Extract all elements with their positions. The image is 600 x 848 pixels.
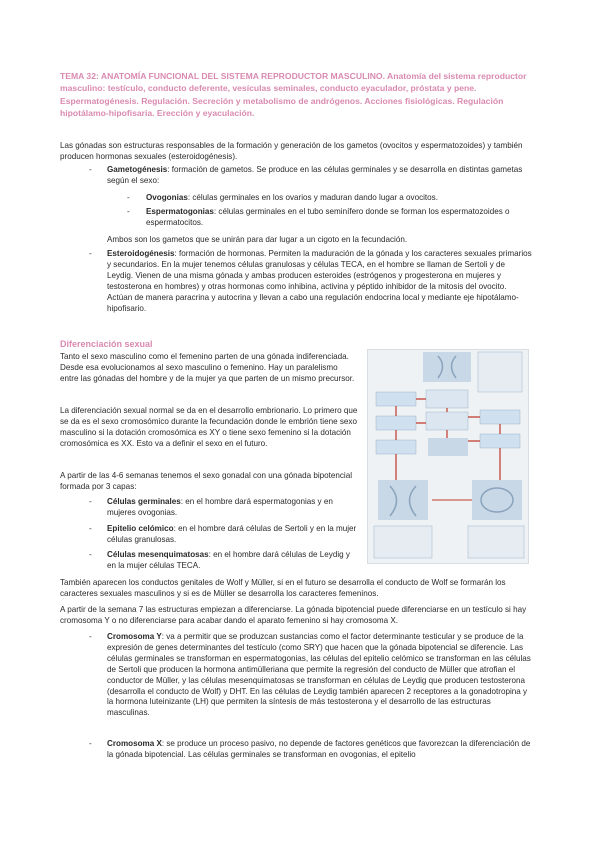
section-heading: Diferenciación sexual <box>60 339 153 349</box>
capa-item-germinales <box>107 497 359 519</box>
esteroidogenesis-item <box>107 249 532 314</box>
bullet-dash: - <box>89 497 92 506</box>
capa-text: : en el hombre dará células de Leydig y en la mujer células TECA. <box>107 550 350 570</box>
bullet-dash: - <box>89 550 92 559</box>
esteroidogenesis-term: Esteroidogénesis <box>107 249 175 258</box>
bullet-dash: - <box>127 207 130 216</box>
cromosoma-y-term: Cromosoma Y <box>107 632 162 641</box>
bullet-dash: - <box>89 524 92 533</box>
intro-paragraph: Las gónadas son estructuras responsables de la formación y generación de los gametos (ovocitos y espermatozoides) y también producen hormonas sexuales (esteroidogénesis). <box>60 141 523 161</box>
testis-image <box>378 480 428 520</box>
espermatogonias-term: Espermatogonias <box>146 207 214 216</box>
cromosoma-x-term: Cromosoma X <box>107 739 162 748</box>
diferenciacion-paragraph-5: A partir de la semana 7 las estructuras empiezan a diferenciarse. La gónada bipotencial puede diferenciarse en un testículo si hay cromosoma Y o no diferenciarse para acabar dando el aparato femenino si hay cromosoma X. <box>60 605 527 625</box>
gametogenesis-text: : formación de gametos. Se produce en las células germinales y se desarrolla en distintas gametas según el sexo: <box>107 165 523 185</box>
bullet-dash: - <box>89 249 92 258</box>
cromosoma-y-text: : va a permitir que se produzcan sustancias como el factor determinante testicular y se produce de la expresión de genes determinantes del testículo (como SRY) que hacen que la gónada bipotencial se diferencie. Las células germinales se transforman en espermatogonias, las células del epitelio celómico se transforman en las células de Sertoli que producen la hormona antimülleriana que permite la regresión del conducto de Müller que atrofian el conductor de Müller, y las células mesenquimatosas se transforman en células de Leydig que producen testosterona (desarrolla el conducto de Wolf) y DHT. En las células de Leydig también aparecen 2 receptores a la gonadotropina y la hormona luteinizante (LH) que permiten la síntesis de más testosterona y el desarrollo de las estructuras masculinas. <box>107 632 531 718</box>
diferenciacion-paragraph-2: La diferenciación sexual normal se da en el desarrollo embrionario. Lo primero que se da es el sexo cromosómico durante la fecundación donde le embrión tiene sexo masculino si la dotación cromosómica es XY o tiene sexo femenino si la dotación cromosómica es XX. Esto va a definir el sexo en el futuro. <box>60 406 358 448</box>
diagram-svg <box>368 350 528 563</box>
bullet-dash: - <box>89 632 92 641</box>
gametogenesis-term: Gametogénesis <box>107 165 168 174</box>
capa-term: Células mesenquimatosas <box>107 550 209 559</box>
sexual-differentiation-diagram <box>367 349 529 564</box>
gonad-image-top <box>423 352 471 382</box>
page-title: TEMA 32: ANATOMÍA FUNCIONAL DEL SISTEMA REPRODUCTOR MASCULINO. Anatomía del sistema reproductor masculino: testículo, conducto deferente, vesículas seminales, conducto eyaculador, próstata y pene. Espermatogénesis. Regulación. Secreción y metabolismo de andrógenos. Acciones fisiológicas. Regulación hipotálamo-hipofisaria. Erección y eyaculación. <box>60 71 527 118</box>
ambos-paragraph: Ambos son los gametos que se unirán para dar lugar a un cigoto en la fecundación. <box>107 235 408 244</box>
ovogonias-term: Ovogonias <box>146 193 188 202</box>
bullet-dash: - <box>89 739 92 748</box>
ovogonias-text: : células germinales en los ovarios y maduran dando lugar a ovocitos. <box>187 193 438 202</box>
diferenciacion-paragraph-4: También aparecen los conductos genitales de Wolf y Müller, si en el futuro se desarrolla el conducto de Wolf se formarán los caracteres sexuales masculinos y si es de Müller se desarrolla los caracteres femeninos. <box>60 578 506 598</box>
esteroidogenesis-text: : formación de hormonas. Permiten la maduración de la gónada y los caracteres sexuales primarios y secundarios. En la mujer tenemos células granulosas y células TECA, en el hombre se llaman de Sertoli y de Leydig. Vienen de una misma gónada y ambas producen esteroides (estrógenos y progesterona en mujeres y testosterona en hombres) y otras hormonas como inhibina, activina y péptido inhibidor de la mitosis del ovocito. Actúan de manera paracrina y autocrina y llevan a cabo una regulación endocrina local y mediante eje hipotálamo-hipofisario. <box>107 249 532 313</box>
gonad-image-middle <box>428 438 468 456</box>
capa-term: Epitelio celómico <box>107 524 174 533</box>
gametogenesis-item <box>107 165 532 187</box>
bullet-dash: - <box>89 165 92 174</box>
cromosoma-y-item <box>107 632 532 719</box>
ovary-image <box>472 480 522 520</box>
ovogonias-item <box>146 193 531 204</box>
espermatogonias-item <box>146 207 531 229</box>
capa-item-epitelio <box>107 524 359 546</box>
bullet-dash: - <box>127 193 130 202</box>
capa-text: : en el hombre dará células de Sertoli y en la mujer células granulosas. <box>107 524 357 544</box>
cromosoma-x-item <box>107 739 532 761</box>
espermatogonias-text: : células germinales en el tubo seminífero donde se forman los espermatozoides o espermatocitos. <box>146 207 510 227</box>
capa-item-mesenquimatosas <box>107 550 359 572</box>
diferenciacion-paragraph-3: A partir de las 4-6 semanas tenemos el sexo gonadal con una gónada bipotencial formada por 3 capas: <box>60 471 353 491</box>
capa-text: : en el hombre dará espermatogonias y en mujeres ovogonias. <box>107 497 333 517</box>
diferenciacion-paragraph-1: Tanto el sexo masculino como el femenino parten de una gónada indiferenciada. Desde esa evolucionamos al sexo masculino o femenino. Hay un paralelismo entre las gónadas del hombre y de la mujer ya que parten de un mismo precursor. <box>60 352 355 383</box>
capa-term: Células germinales <box>107 497 181 506</box>
cromosoma-x-text: : se produce un proceso pasivo, no depende de factores genéticos que favorezcan la diferenciación de la gónada bipotencial. Las células germinales se transforman en ovogonias, el epitelio <box>107 739 531 759</box>
